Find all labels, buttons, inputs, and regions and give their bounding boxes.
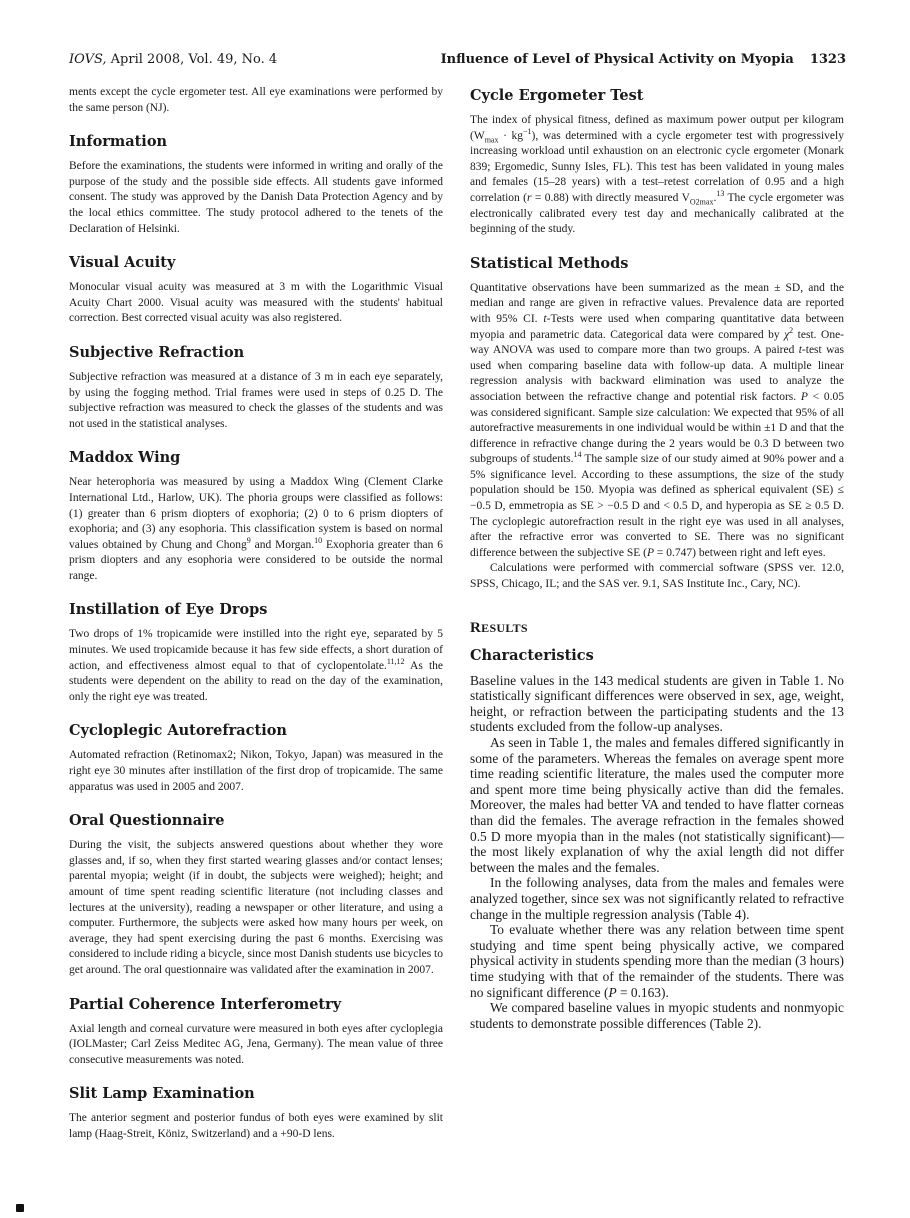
text-span: .	[713, 191, 717, 204]
text-span: ), was determined with a cycle ergometer test with progressively increasing workload until exhaustion on an electronic cycle ergometer (Monark 839; Ergomedic, Sunny Isles, FL). This test has been validated in young males and females (15–28 years) with a test–retest correlation of 0.95 and a high correlation (	[470, 129, 844, 204]
text-span: and Morgan.	[250, 538, 315, 551]
paragraph-characteristics-1: Baseline values in the 143 medical students are given in Table 1. No statistically significant differences were observed in sex, age, weight, height, or refraction between the participating students and the 13 students excluded from the follow-up analyses.	[470, 672, 844, 735]
results-heading-rest: ESULTS	[481, 620, 528, 635]
section-heading-oral-questionnaire: Oral Questionnaire	[69, 812, 225, 830]
corner-mark	[16, 1204, 24, 1212]
results-heading-initial: R	[470, 619, 482, 636]
section-heading-slit-lamp: Slit Lamp Examination	[69, 1085, 255, 1103]
paragraph-statistical-methods	[470, 281, 844, 562]
paragraph-visual-acuity: Monocular visual acuity was measured at 3 m with the Logarithmic Visual Acuity Chart 2000. Visual acuity was measured with the students' habitual correction. Best corrected visual acuity was also registered.	[69, 281, 443, 325]
section-heading-visual-acuity: Visual Acuity	[69, 254, 176, 272]
section-heading-maddox-wing: Maddox Wing	[69, 449, 181, 467]
text-span: < 0.05 was considered significant. Sample size calculation: We expected that 95% of all autorefractive measurements in one individual would be within ±1 D and that the difference in refractive change during the 2 years would be 0.3 D between two subgroups of students.	[470, 390, 844, 466]
journal-name: IOVS,	[69, 52, 107, 67]
superscript: 2	[789, 325, 794, 335]
italic-symbol: t	[543, 312, 547, 325]
text-span: test. One-way ANOVA was used to compare more than two groups. A paired	[470, 328, 844, 357]
page-number: 1323	[809, 52, 846, 67]
italic-symbol: t	[798, 344, 802, 357]
paragraph-maddox-wing	[69, 475, 443, 584]
superscript: −1	[523, 126, 532, 136]
section-heading-subjective-refraction: Subjective Refraction	[69, 343, 245, 361]
text-span: As the students were dependent on the ability to read on the day of the examination, only the right eye was treated.	[69, 659, 443, 703]
text-span: = 0.747) between right and left eyes.	[654, 546, 826, 559]
section-heading-instillation: Instillation of Eye Drops	[69, 601, 268, 619]
text-span: To evaluate whether there was any relation between time spent studying and time spent being physically active, we compared physical activity in students spending more than the median (3 hours) time studying with that of the remainder of the students. There was no significant difference (	[470, 922, 844, 1000]
reference-marker: 11,12	[386, 656, 405, 666]
paragraph-characteristics-4	[470, 922, 844, 1000]
section-heading-cycle-ergometer: Cycle Ergometer Test	[470, 87, 644, 104]
paragraph-oral-questionnaire: During the visit, the subjects answered questions about whether they wore glasses and, if so, when they first started wearing glasses and/or contact lenses; parental myopia; weight (if in doubt, the subjects were weighed); height; and amount of time spent reading scientific literature (not including classes and lectures at the university), reading a newspaper or other literature, and using a computer. Furthermore, the subjects were asked how many hours per week, on average, they had spent exercising during the past 6 months. Exercising was considered to include riding a bicycle, since most Danish students use bicycles to get around. The oral questionnaire was validated after the examination in 2007.	[69, 839, 443, 976]
issue-info: April 2008, Vol. 49, No. 4	[110, 52, 278, 67]
paragraph-cycle-ergometer	[470, 113, 844, 238]
reference-marker: 14	[573, 450, 582, 460]
section-heading-results	[470, 619, 844, 637]
text-span: The index of physical fitness, defined as maximum power output per kilogram (W	[470, 114, 844, 142]
section-heading-characteristics: Characteristics	[470, 646, 594, 664]
section-heading-pci: Partial Coherence Interferometry	[69, 995, 342, 1013]
reference-marker: 10	[314, 535, 323, 545]
text-span: -Tests were used when comparing quantitative data between myopia and parametric data. Categorical data were compared by	[470, 312, 844, 341]
reference-marker: 13	[716, 189, 725, 199]
text-span: Two drops of 1% tropicamide were instilled into the right eye, separated by 5 minutes. We used tropicamide because it has few side effects, a short duration of action, and effectiveness almost equal to that of cyclopentolate.	[69, 628, 443, 672]
paragraph-cycloplegic: Automated refraction (Retinomax2; Nikon, Tokyo, Japan) was measured in the right eye 30 minutes after instillation of the first drop of tropicamide. The same apparatus was used in 2005 and 2007.	[69, 749, 443, 793]
section-heading-statistical-methods: Statistical Methods	[470, 254, 629, 272]
text-span: Quantitative observations have been summarized as the mean ± SD, and the median and range are given in refractive values. Prevalence data are reported with 95% CI.	[470, 281, 844, 325]
paragraph-software: Calculations were performed with commercial software (SPSS ver. 12.0, SPSS, Chicago, IL; and the SAS ver. 9.1, SAS Institute Inc., Cary, NC).	[470, 562, 844, 591]
paragraph-subjective-refraction: Subjective refraction was measured at a distance of 3 m in each eye separately, by using the fogging method. Trial frames were used in steps of 0.25 D. The subjective refraction was measured to check the glasses of the students and was not used in the statistical analyses.	[69, 370, 443, 430]
intro-paragraph: ments except the cycle ergometer test. All eye examinations were performed by the same person (NJ).	[69, 86, 443, 114]
running-header-left	[69, 52, 277, 68]
text-span: Exophoria greater than 6 prism diopters and any esophoria were considered to be outside the normal range.	[69, 538, 443, 582]
paragraph-characteristics-5: We compared baseline values in myopic students and nonmyopic students to demonstrate possible differences (Table 2).	[470, 1000, 844, 1031]
text-span: -test was used when comparing baseline data with follow-up data. A multiple linear regression analysis with backward elimination was used to analyze the association between the refractive change and potential risk factors.	[470, 344, 844, 403]
paragraph-characteristics-3: In the following analyses, data from the males and females were analyzed together, since sex was not significantly related to refractive change in the multiple regression analysis (Table 4).	[470, 875, 844, 922]
text-span: Near heterophoria was measured by using a Maddox Wing (Clement Clarke International Ltd., Harlow, UK). The phoria groups were classified as follows: (1) greater than 6 prism diopters of exophoria; (2) 0 to 6 prism diopters of exophoria; and (3) any esophoria. This classification system is based on normal values obtained by Chung and Chong	[69, 476, 443, 551]
section-heading-information: Information	[69, 133, 168, 151]
reference-marker: 9	[246, 535, 251, 545]
italic-symbol: χ	[784, 328, 790, 341]
italic-symbol: P	[647, 546, 655, 559]
paragraph-characteristics-2: As seen in Table 1, the males and females differed significantly in some of the parameters. Whereas the females on average spent more time reading scientific literature, the males used the computer more and spent more time being physically active than did the females. Moreover, the males had better VA and tended to have flatter corneas than did the females. The average refraction in the females showed 0.5 D more myopia than in the males (not statistically significant)—the most likely explanation of why the axial length did not differ between the males and the females.	[470, 735, 844, 875]
text-span: The sample size of our study aimed at 90% power and a 5% significance level. According to these assumptions, the size of the study population should be 150. Myopia was defined as spherical equivalent (SE) ≤ −0.5 D, emmetropia as SE > −0.5 D and < 0.5 D, and hyperopia as SE ≥ 0.5 D. The cycloplegic autorefraction result in the right eye was used in all analyses, after the refractive error was converted to SE. There was no significant difference between the subjective SE (	[470, 453, 844, 559]
italic-symbol: r	[527, 191, 532, 204]
text-span: · kg	[498, 129, 524, 142]
paragraph-instillation	[69, 627, 443, 705]
italic-symbol: P	[608, 984, 617, 1000]
running-title: Influence of Level of Physical Activity on Myopia	[440, 52, 794, 67]
left-column	[69, 85, 443, 1143]
paragraph-pci: Axial length and corneal curvature were measured in both eyes after cycloplegia (IOLMaster; Carl Zeiss Meditec AG, Jena, Germany). The mean value of three consecutive measurements was noted.	[69, 1022, 443, 1066]
italic-symbol: P	[800, 390, 808, 403]
text-span: The cycle ergometer was electronically calibrated every test day and mechanically calibrated at the beginning of the study.	[470, 191, 845, 236]
subscript: max	[484, 134, 499, 144]
running-header-right	[441, 52, 846, 68]
section-heading-cycloplegic: Cycloplegic Autorefraction	[69, 722, 287, 740]
right-column	[470, 85, 844, 1031]
subscript: O2max	[689, 197, 714, 207]
paragraph-slit-lamp: The anterior segment and posterior fundus of both eyes were examined by slit lamp (Haag-Streit, Köniz, Switzerland) and a +90-D lens.	[69, 1112, 443, 1140]
paragraph-information: Before the examinations, the students were informed in writing and orally of the purpose of the study and the possible side effects. All students gave informed consent. The study was approved by the Danish Data Protection Agency and by the local ethics committee. The study protocol adhered to the tenets of the Declaration of Helsinki.	[69, 160, 443, 235]
text-span: = 0.163).	[616, 984, 669, 1000]
text-span: = 0.88) with directly measured V	[531, 191, 690, 204]
